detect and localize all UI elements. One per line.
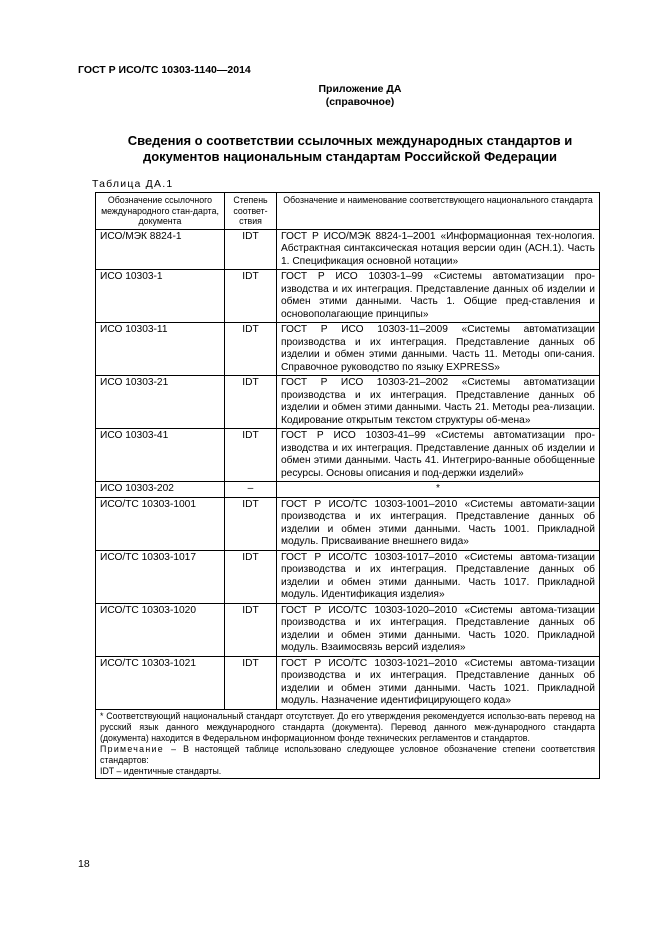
header-degree: Степень соответ-ствия [225, 193, 277, 230]
appendix-heading [260, 83, 460, 109]
table-footnote-row [96, 709, 600, 778]
degree-cell: IDT [225, 550, 277, 603]
reference-cell: ИСО 10303-21 [96, 376, 225, 429]
degree-cell: IDT [225, 323, 277, 376]
table-row [96, 323, 600, 376]
document-header: ГОСТ Р ИСО/ТС 10303-1140—2014 [78, 64, 251, 76]
degree-cell: IDT [225, 229, 277, 270]
degree-cell: IDT [225, 429, 277, 482]
national-standard-cell: ГОСТ Р ИСО 10303-1–99 «Системы автоматизации про-изводства и их интеграция. Представление данных об изделии и обмен этими данными. Часть 1. Общие пред-ставления и основополагающие принципы» [277, 270, 600, 323]
table-row [96, 376, 600, 429]
reference-cell: ИСО 10303-11 [96, 323, 225, 376]
idt-legend: IDT – идентичные стандарты. [100, 765, 222, 776]
note-paragraph [100, 744, 595, 766]
page-title-line-1: Сведения о соответствии ссылочных международных стандартов и [127, 133, 573, 148]
table-row [96, 482, 600, 498]
page-title-line-2: документов национальным стандартам Российской Федерации [142, 149, 558, 164]
national-standard-cell: ГОСТ Р ИСО/МЭК 8824-1–2001 «Информационная тех-нология. Абстрактная синтаксическая нотация версии один (АСН.1). Часть 1. Спецификация основной нотации» [277, 229, 600, 270]
national-standard-cell: ГОСТ Р ИСО 10303-41–99 «Системы автоматизации про-изводства и их интеграция. Представление данных об изделии и обмен этими данными. Часть 41. Интегриро-ванные обобщенные ресурсы. Основы описания и под-держки изделий» [277, 429, 600, 482]
table-header-row [96, 193, 600, 230]
table-row [96, 270, 600, 323]
note-text: В настоящей таблице использовано следующее условное обозначение степени соответствия стандартов: [100, 743, 596, 765]
reference-cell: ИСО/ТС 10303-1021 [96, 656, 225, 709]
national-standard-cell: ГОСТ Р ИСО/ТС 10303-1017–2010 «Системы автома-тизации производства и их интеграция. Представление данных об изделии и обмен этими данными. Часть 1017. Прикладной модуль. Идентификация изделия» [277, 550, 600, 603]
national-standard-cell: * [277, 482, 600, 498]
note-label: Примечание – [100, 743, 178, 754]
degree-cell: IDT [225, 656, 277, 709]
degree-cell: IDT [225, 270, 277, 323]
table-row [96, 497, 600, 550]
degree-cell: IDT [225, 603, 277, 656]
reference-cell: ИСО/МЭК 8824-1 [96, 229, 225, 270]
national-standard-cell: ГОСТ Р ИСО/ТС 10303-1021–2010 «Системы автома-тизации производства и их интеграция. Представление данных об изделии и обмен этими данными. Часть 1021. Прикладной модуль. Назначение идентифицирующего кода» [277, 656, 600, 709]
page-number: 18 [78, 858, 90, 870]
header-reference: Обозначение ссылочного международного стан-дарта, документа [96, 193, 225, 230]
reference-cell: ИСО 10303-202 [96, 482, 225, 498]
table-label: Таблица ДА.1 [92, 178, 174, 190]
degree-cell: IDT [225, 376, 277, 429]
table-row [96, 229, 600, 270]
footnote-text: * Соответствующий национальный стандарт отсутствует. До его утверждения рекомендуется использо-вать перевод на русский язык данного международного стандарта (документа). Перевод данного меж-дународного стандарта (документа) находится в Федеральном информационном фонде технических регламентов и стандартов. [100, 710, 595, 743]
reference-cell: ИСО 10303-1 [96, 270, 225, 323]
national-standard-cell: ГОСТ Р ИСО 10303-21–2002 «Системы автоматизации производства и их интеграция. Представление данных об изделии и обмен этими данными. Часть 21. Методы реа-лизации. Кодирование открытым текстом структуры об-мена» [277, 376, 600, 429]
reference-cell: ИСО/ТС 10303-1017 [96, 550, 225, 603]
table-row [96, 429, 600, 482]
reference-cell: ИСО 10303-41 [96, 429, 225, 482]
national-standard-cell: ГОСТ Р ИСО/ТС 10303-1001–2010 «Системы автомати-зации производства и их интеграция. Представление данных об изделии и обмен этими данными. Часть 1001. Прикладной модуль. Присваивание внешнего вида» [277, 497, 600, 550]
appendix-title: Приложение ДА [318, 83, 402, 95]
reference-cell: ИСО/ТС 10303-1020 [96, 603, 225, 656]
reference-cell: ИСО/ТС 10303-1001 [96, 497, 225, 550]
table-footnote-cell [96, 709, 600, 778]
degree-cell: – [225, 482, 277, 498]
table-row [96, 656, 600, 709]
page-title [100, 133, 600, 165]
appendix-subtitle: (справочное) [325, 96, 395, 108]
national-standard-cell: ГОСТ Р ИСО 10303-11–2009 «Системы автоматизации производства и их интеграция. Представление данных об изделии и обмен этими данными. Часть 11. Методы опи-сания. Справочное руководство по языку EXPRESS» [277, 323, 600, 376]
header-national-standard: Обозначение и наименование соответствующего национального стандарта [277, 193, 600, 230]
table-row [96, 603, 600, 656]
degree-cell: IDT [225, 497, 277, 550]
correspondence-table [95, 192, 600, 779]
table-row [96, 550, 600, 603]
national-standard-cell: ГОСТ Р ИСО/ТС 10303-1020–2010 «Системы автома-тизации производства и их интеграция. Представление данных об изделии и обмен этими данными. Часть 1020. Прикладной модуль. Взаимосвязь версий изделия» [277, 603, 600, 656]
